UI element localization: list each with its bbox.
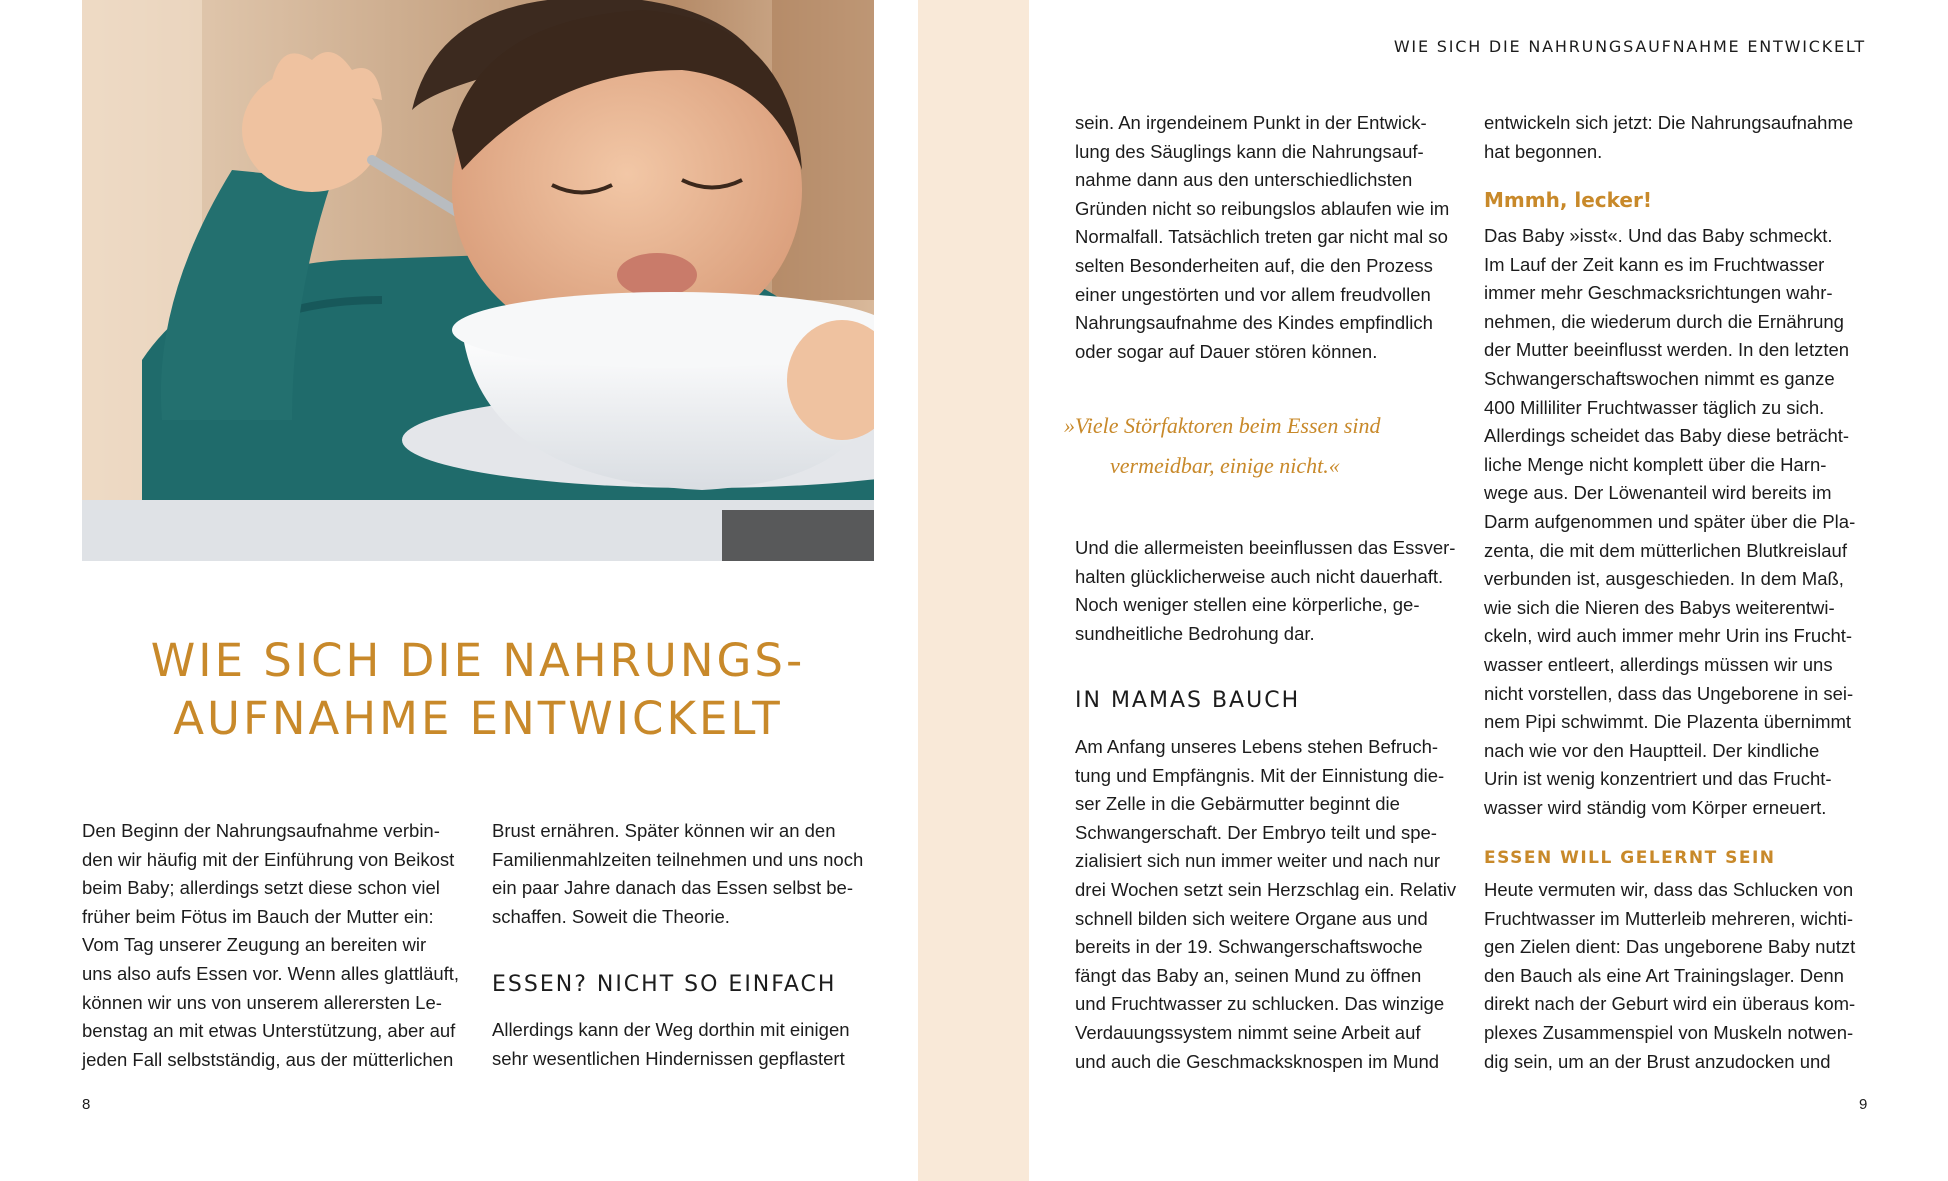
text-line: Das Baby »isst«. Und das Baby schmeckt. — [1484, 225, 1833, 246]
right-column-1-top — [1075, 109, 1465, 366]
text-line: nahme dann aus den unterschiedlichsten — [1075, 169, 1413, 191]
text-line: Brust ernähren. Später können wir an den — [492, 820, 836, 841]
text-line: ser Zelle in die Gebärmutter beginnt die — [1075, 793, 1400, 815]
pull-quote-line: »Viele Störfaktoren beim Essen sind — [1064, 413, 1381, 438]
text-line: Familienmahlzeiten teilnehmen und uns noch — [492, 848, 864, 870]
text-line: sundheitliche Bedrohung dar. — [1075, 622, 1315, 644]
chapter-title-line: AUFNAHME ENTWICKELT — [173, 692, 783, 745]
page-gutter — [918, 0, 1029, 1181]
text-line: entwickeln sich jetzt: Die Nahrungsaufnahme — [1484, 112, 1854, 133]
section-heading-mamas-bauch: IN MAMAS BAUCH — [1075, 688, 1301, 713]
text-line: Am Anfang unseres Lebens stehen Befruch- — [1075, 736, 1439, 757]
photo-illustration — [82, 0, 874, 561]
text-line: wasser wird ständig vom Körper erneuert. — [1484, 796, 1827, 818]
text-line: Gründen nicht so reibungslos ablaufen wie im — [1075, 197, 1450, 219]
text-line: nem Pipi schwimmt. Die Plazenta übernimmt — [1484, 711, 1852, 733]
text-line: Allerdings kann der Weg dorthin mit einigen — [492, 1019, 850, 1040]
text-line: jeden Fall selbstständig, aus der mütterlichen — [82, 1048, 454, 1070]
text-line: sehr wesentlichen Hindernissen gepflastert — [492, 1047, 845, 1069]
text-line: Heute vermuten wir, dass das Schlucken von — [1484, 879, 1854, 900]
right-column-2-mid — [1484, 222, 1874, 822]
text-line: nehmen, die wiederum durch die Ernährung — [1484, 310, 1844, 332]
text-line: direkt nach der Geburt wird ein überaus kom- — [1484, 993, 1856, 1015]
text-line: fängt das Baby an, seinen Mund zu öffnen — [1075, 964, 1422, 986]
text-line: drei Wochen setzt sein Herzschlag ein. Relativ — [1075, 878, 1457, 900]
text-line: gen Zielen dient: Das ungeborene Baby nutzt — [1484, 936, 1856, 958]
text-line: Allerdings scheidet das Baby diese beträcht- — [1484, 425, 1850, 447]
page-number-left: 8 — [82, 1096, 91, 1113]
right-column-1-mid — [1075, 534, 1465, 648]
text-line: liche Menge nicht komplett über die Harn- — [1484, 453, 1827, 475]
chapter-title — [82, 632, 874, 748]
text-line: können wir uns von unserem allerersten Le- — [82, 991, 442, 1013]
text-line: benstag an mit etwas Unterstützung, aber auf — [82, 1020, 456, 1042]
text-line: wasser entleert, allerdings müssen wir uns — [1484, 653, 1833, 675]
text-line: den wir häufig mit der Einführung von Beikost — [82, 848, 455, 870]
text-line: Und die allermeisten beeinflussen das Essver- — [1075, 537, 1456, 558]
text-line: wege aus. Der Löwenanteil wird bereits im — [1484, 482, 1832, 504]
text-line: Normalfall. Tatsächlich treten gar nicht mal so — [1075, 226, 1448, 248]
text-line: Urin ist wenig konzentriert und das Frucht- — [1484, 768, 1832, 790]
text-line: dig sein, um an der Brust anzudocken und — [1484, 1050, 1831, 1072]
section-heading-essen: ESSEN? NICHT SO EINFACH — [492, 972, 837, 997]
chapter-title-line: WIE SICH DIE NAHRUNGS- — [150, 634, 806, 687]
text-line: Nahrungsaufnahme des Kindes empfindlich — [1075, 312, 1433, 334]
text-line: selten Besonderheiten auf, die den Prozess — [1075, 254, 1433, 276]
text-line: immer mehr Geschmacksrichtungen wahr- — [1484, 282, 1833, 304]
text-line: Den Beginn der Nahrungsaufnahme verbin- — [82, 820, 440, 841]
text-line: verbunden ist, ausgeschieden. In dem Maß, — [1484, 568, 1844, 590]
text-line: Verdauungssystem nimmt seine Arbeit auf — [1075, 1021, 1421, 1043]
text-line: Schwangerschaftswochen nimmt es ganze — [1484, 367, 1835, 389]
text-line: früher beim Fötus im Bauch der Mutter ein: — [82, 905, 434, 927]
pull-quote — [1064, 406, 1381, 486]
text-line: nicht vorstellen, dass das Ungeborene in sei- — [1484, 682, 1854, 704]
text-line: und Fruchtwasser zu schlucken. Das winzige — [1075, 993, 1445, 1015]
text-line: ckeln, wird auch immer mehr Urin ins Frucht- — [1484, 625, 1853, 647]
page-number-right: 9 — [1859, 1096, 1868, 1113]
left-column-1 — [82, 817, 472, 1074]
text-line: wie sich die Nieren des Babys weiterentwi- — [1484, 596, 1835, 618]
text-line: und auch die Geschmacksknospen im Mund — [1075, 1050, 1440, 1072]
text-line: der Mutter beeinflusst werden. In den letzten — [1484, 339, 1850, 361]
text-line: plexes Zusammenspiel von Muskeln notwen- — [1484, 1021, 1854, 1043]
text-line: Fruchtwasser im Mutterleib mehreren, wichti- — [1484, 907, 1854, 929]
section-heading-lecker: Mmmh, lecker! — [1484, 188, 1652, 212]
text-line: nach wie vor den Hauptteil. Der kindliche — [1484, 739, 1820, 761]
text-line: oder sogar auf Dauer stören können. — [1075, 340, 1378, 362]
right-column-2-top — [1484, 109, 1874, 166]
text-line: Schwangerschaft. Der Embryo teilt und spe- — [1075, 821, 1437, 843]
text-line: den Bauch als eine Art Trainingslager. Denn — [1484, 964, 1844, 986]
text-line: schnell bilden sich weitere Organe aus und — [1075, 907, 1428, 929]
text-line: Darm aufgenommen und später über die Pla- — [1484, 510, 1856, 532]
text-line: beim Baby; allerdings setzt diese schon viel — [82, 877, 440, 899]
text-line: ein paar Jahre danach das Essen selbst be- — [492, 877, 853, 899]
text-line: zialisiert sich nun immer weiter und nach nur — [1075, 850, 1441, 872]
right-column-2-bottom — [1484, 876, 1874, 1076]
text-line: hat begonnen. — [1484, 140, 1603, 162]
text-line: bereits in der 19. Schwangerschaftswoche — [1075, 936, 1423, 958]
text-line: tung und Empfängnis. Mit der Einnistung die- — [1075, 764, 1445, 786]
text-line: zenta, die mit dem mütterlichen Blutkreislauf — [1484, 539, 1847, 561]
text-line: Im Lauf der Zeit kann es im Fruchtwasser — [1484, 253, 1825, 275]
text-line: halten glücklicherweise auch nicht dauerhaft. — [1075, 565, 1444, 587]
text-line: Noch weniger stellen eine körperliche, ge- — [1075, 594, 1420, 616]
section-heading-gelernt: ESSEN WILL GELERNT SEIN — [1484, 848, 1776, 868]
text-line: uns also aufs Essen vor. Wenn alles glattläuft, — [82, 962, 460, 984]
text-line: einer ungestörten und vor allem freudvollen — [1075, 283, 1431, 305]
text-line: lung des Säuglings kann die Nahrungsauf- — [1075, 140, 1424, 162]
left-page — [0, 0, 918, 1181]
left-column-2 — [492, 817, 882, 931]
text-line: 400 Milliliter Fruchtwasser täglich zu sich. — [1484, 396, 1825, 418]
child-eating-photo — [82, 0, 874, 561]
left-column-2-continued — [492, 1016, 882, 1073]
text-line: sein. An irgendeinem Punkt in der Entwick- — [1075, 112, 1427, 133]
running-head: WIE SICH DIE NAHRUNGSAUFNAHME ENTWICKELT — [1393, 37, 1866, 56]
pull-quote-line: vermeidbar, einige nicht.« — [1110, 453, 1340, 478]
text-line: schaffen. Soweit die Theorie. — [492, 905, 730, 927]
text-line: Vom Tag unserer Zeugung an bereiten wir — [82, 934, 427, 956]
right-column-1-bottom — [1075, 733, 1465, 1076]
